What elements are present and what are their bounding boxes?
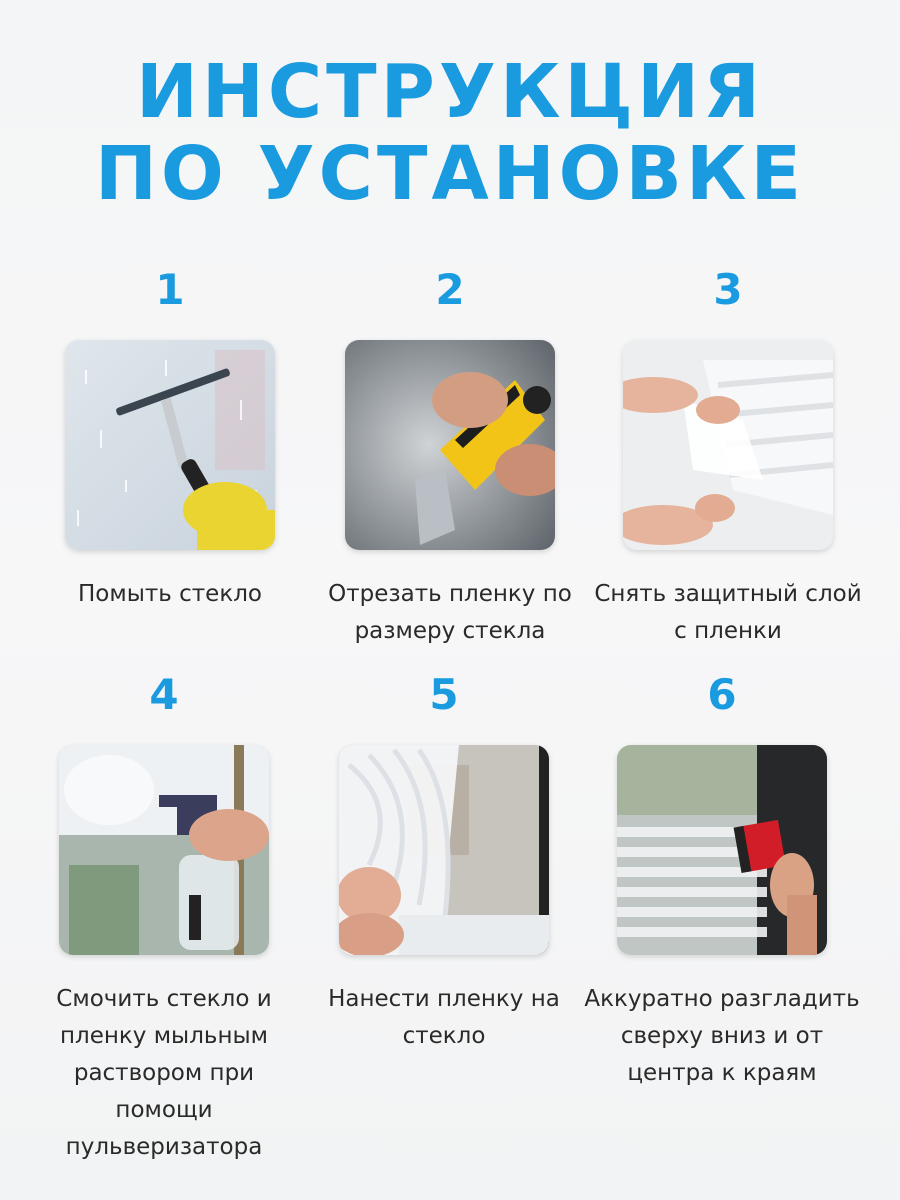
- step-number: 4: [149, 670, 179, 719]
- step-caption: Аккуратно разгладить сверху вниз и от центра к краям: [584, 986, 860, 1086]
- step-number: 1: [155, 265, 185, 314]
- page-title-line2: ПО УСТАНОВКЕ: [95, 131, 805, 217]
- step-3: [588, 265, 868, 650]
- step-6: [582, 670, 862, 1092]
- step-number: 3: [713, 265, 743, 314]
- step-5: [304, 670, 584, 1055]
- apply-film-photo: [339, 745, 549, 955]
- spray-bottle-photo: [59, 745, 269, 955]
- step-caption: Отрезать пленку по размеру стекла: [328, 581, 572, 644]
- smooth-squeegee-photo: [617, 745, 827, 955]
- step-number: 2: [435, 265, 465, 314]
- step-number: 5: [429, 670, 459, 719]
- step-number: 6: [707, 670, 737, 719]
- step-caption: Нанести пленку на стекло: [328, 986, 560, 1049]
- step-caption: Снять защитный слой с пленки: [594, 581, 862, 644]
- step-4: [24, 670, 304, 1166]
- utility-knife-photo: [345, 340, 555, 550]
- step-caption: Помыть стекло: [78, 581, 262, 607]
- step-2: [310, 265, 590, 650]
- peel-film-photo: [623, 340, 833, 550]
- step-1: [30, 265, 310, 613]
- step-caption: Смочить стекло и пленку мыльным раствором при помощи пульверизатора: [56, 986, 272, 1160]
- page-title-line1: ИНСТРУКЦИЯ: [136, 49, 764, 135]
- window-squeegee-photo: [65, 340, 275, 550]
